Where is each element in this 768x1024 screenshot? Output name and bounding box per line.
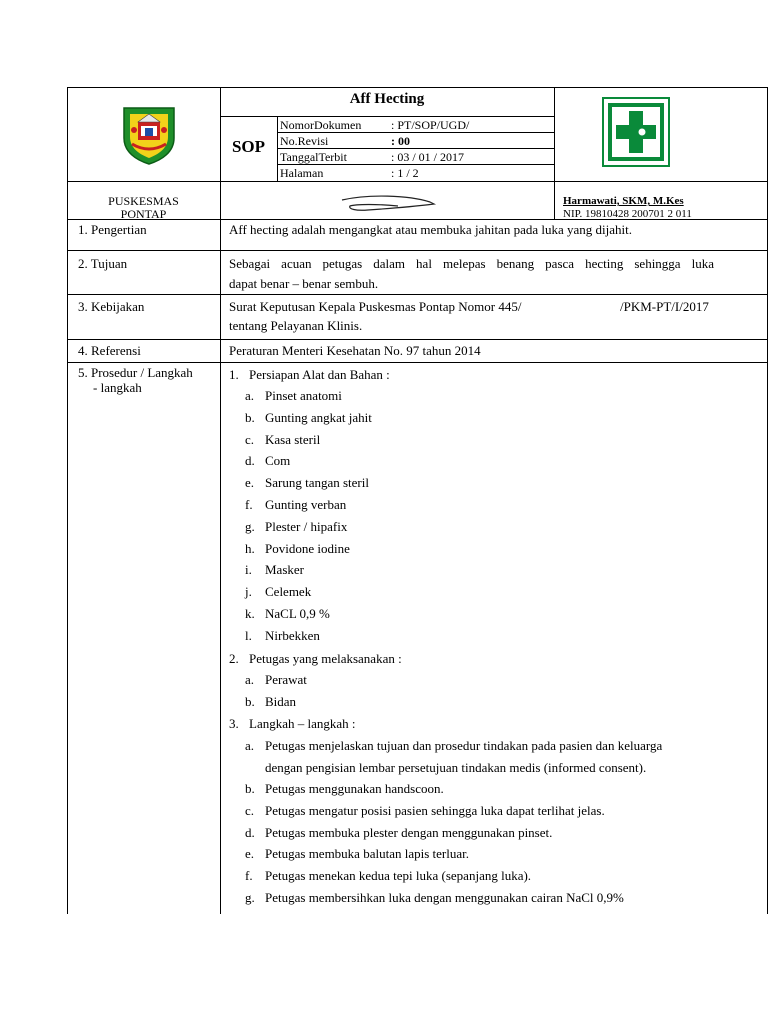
rule-title-bottom [220, 116, 554, 117]
step-1-item [245, 475, 369, 491]
col-divider-sop [277, 116, 278, 181]
item-marker: c. [245, 431, 255, 447]
step-3-item [245, 868, 531, 884]
step-1-item [245, 519, 347, 535]
step-3-item [245, 846, 469, 862]
step-title: Petugas yang melaksanakan : [249, 651, 402, 666]
step-title: Langkah – langkah : [249, 716, 356, 731]
item-text: Perawat [265, 672, 307, 687]
meta-value-revisi: : 00 [391, 134, 410, 148]
meta-value-nomor: : PT/SOP/UGD/ [391, 118, 470, 132]
step-1-item [245, 562, 304, 578]
rule-row-2 [67, 250, 768, 251]
step-3-heading [229, 716, 356, 732]
item-text: Petugas membuka plester dengan menggunakan pinset. [265, 824, 553, 840]
step-marker: 3. [229, 716, 239, 731]
signer-name: Harmawati, SKM, M.Kes [563, 195, 684, 207]
item-text: Petugas membersihkan luka dengan menggunakan cairan NaCl 0,9% [265, 890, 624, 905]
item-text: Masker [265, 562, 304, 578]
step-3-item [245, 890, 624, 906]
step-marker: 2. [229, 651, 239, 666]
item-marker: c. [245, 802, 255, 818]
text-tujuan-line2: dapat benar – benar sembuh. [229, 276, 379, 291]
step-2-item [245, 694, 296, 710]
item-marker: g. [245, 518, 255, 534]
step-1-item [245, 584, 311, 600]
meta-value-halaman: : 1 / 2 [391, 166, 419, 180]
item-text: Petugas menekan kedua tepi luka (sepanjang luka). [265, 868, 532, 884]
step-1-item [245, 606, 330, 622]
step-3-item [245, 825, 552, 841]
step-3-item [245, 781, 444, 797]
item-marker: d. [245, 453, 255, 469]
text-kebijakan-line1a: Surat Keputusan Kepala Puskesmas Pontap Nomor 445/ [229, 299, 522, 314]
label-referensi: 4. Referensi [78, 343, 141, 358]
item-marker: j. [245, 584, 252, 600]
step-2-heading [229, 651, 402, 667]
health-cross-icon [602, 97, 670, 167]
text-tujuan-line1: Sebagai acuan petugas dalam hal melepas benang pasca hecting sehingga luka [229, 256, 714, 271]
item-text: Petugas membuka balutan lapis terluar. [265, 846, 469, 862]
item-text: Gunting verban [265, 497, 347, 512]
item-text: Sarung tangan steril [265, 475, 369, 491]
item-text: Kasa steril [265, 431, 321, 447]
label-pengertian: 1. Pengertian [78, 222, 147, 237]
item-text: Bidan [265, 694, 297, 709]
meta-label-tanggal: TanggalTerbit [280, 150, 347, 164]
item-marker: b. [245, 781, 255, 796]
item-text: Com [265, 453, 291, 469]
step-1-item [245, 410, 372, 426]
regional-emblem-icon [118, 104, 180, 166]
text-referensi: Peraturan Menteri Kesehatan No. 97 tahun 2014 [229, 343, 481, 358]
signature [338, 194, 438, 216]
step-3-item-a-cont: dengan pengisian lembar persetujuan tindakan medis (informed consent). [265, 760, 647, 775]
item-marker: d. [245, 824, 255, 840]
step-2-item [245, 672, 307, 688]
rule-row-4 [67, 339, 768, 340]
document-title: Aff Hecting [349, 91, 425, 107]
rule-meta-2 [277, 148, 554, 149]
label-tujuan: 2. Tujuan [78, 256, 128, 271]
step-3-item-a [245, 738, 662, 754]
regional-logo [118, 104, 180, 166]
item-marker: e. [245, 475, 255, 491]
signer-nip: NIP. 19810428 200701 2 011 [563, 208, 692, 220]
item-text: Nirbekken [265, 627, 320, 643]
step-1-item [245, 541, 350, 557]
item-marker: i. [245, 562, 252, 578]
border-top [67, 87, 768, 88]
item-marker: l. [245, 627, 252, 643]
item-text: Celemek [265, 584, 312, 600]
text-pengertian: Aff hecting adalah mengangkat atau membuka jahitan pada luka yang dijahit. [229, 222, 632, 237]
item-marker: h. [245, 540, 255, 556]
org-name-line1: PUSKESMAS [108, 194, 179, 208]
item-marker: a. [245, 388, 255, 403]
rule-header-bottom [67, 181, 768, 182]
puskesmas-logo [602, 97, 670, 167]
label-kebijakan: 3. Kebijakan [78, 299, 145, 314]
item-text: Pinset anatomi [265, 388, 342, 403]
label-prosedur-line2: - langkah [93, 380, 142, 395]
rule-meta-1 [277, 132, 554, 133]
meta-label-revisi: No.Revisi [280, 134, 329, 148]
item-marker: g. [245, 890, 255, 905]
item-marker: b. [245, 409, 255, 425]
rule-row-5 [67, 362, 768, 363]
col-divider-right [554, 87, 555, 219]
item-text: Petugas menjelaskan tujuan dan prosedur tindakan pada pasien dan keluarga [265, 738, 663, 753]
step-title: Persiapan Alat dan Bahan : [249, 367, 390, 382]
item-text: Povidone iodine [265, 540, 350, 556]
item-text: Petugas menggunakan handscoon. [265, 781, 444, 796]
step-1-item [245, 497, 346, 513]
item-marker: a. [245, 738, 255, 753]
step-1-item [245, 628, 320, 644]
label-prosedur-line1: 5. Prosedur / Langkah [78, 365, 193, 380]
text-kebijakan-line1b: /PKM-PT/I/2017 [620, 299, 709, 314]
item-marker: e. [245, 846, 255, 862]
signature-icon [338, 194, 438, 216]
meta-label-halaman: Halaman [280, 166, 324, 180]
step-3-item [245, 803, 605, 819]
item-text: Petugas mengatur posisi pasien sehingga luka dapat terlihat jelas. [265, 802, 605, 818]
text-kebijakan-line2: tentang Pelayanan Klinis. [229, 318, 363, 333]
item-marker: b. [245, 694, 255, 709]
step-1-heading [229, 367, 390, 383]
rule-row-3 [67, 294, 768, 295]
meta-value-tanggal: : 03 / 01 / 2017 [391, 150, 465, 164]
step-1-item [245, 453, 290, 469]
item-marker: k. [245, 606, 255, 621]
step-1-item [245, 432, 320, 448]
item-marker: f. [245, 497, 253, 512]
item-text: NaCL 0,9 % [265, 606, 330, 621]
step-marker: 1. [229, 367, 239, 382]
sop-label: SOP [231, 137, 266, 156]
meta-label-nomor: NomorDokumen [280, 118, 362, 132]
rule-meta-3 [277, 164, 554, 165]
col-divider-left [220, 87, 221, 914]
item-text: Plester / hipafix [265, 518, 348, 534]
item-marker: f. [245, 868, 253, 884]
item-marker: a. [245, 672, 255, 687]
org-name-line2: PONTAP [120, 207, 167, 221]
item-text: Gunting angkat jahit [265, 409, 372, 425]
step-1-item [245, 388, 342, 404]
